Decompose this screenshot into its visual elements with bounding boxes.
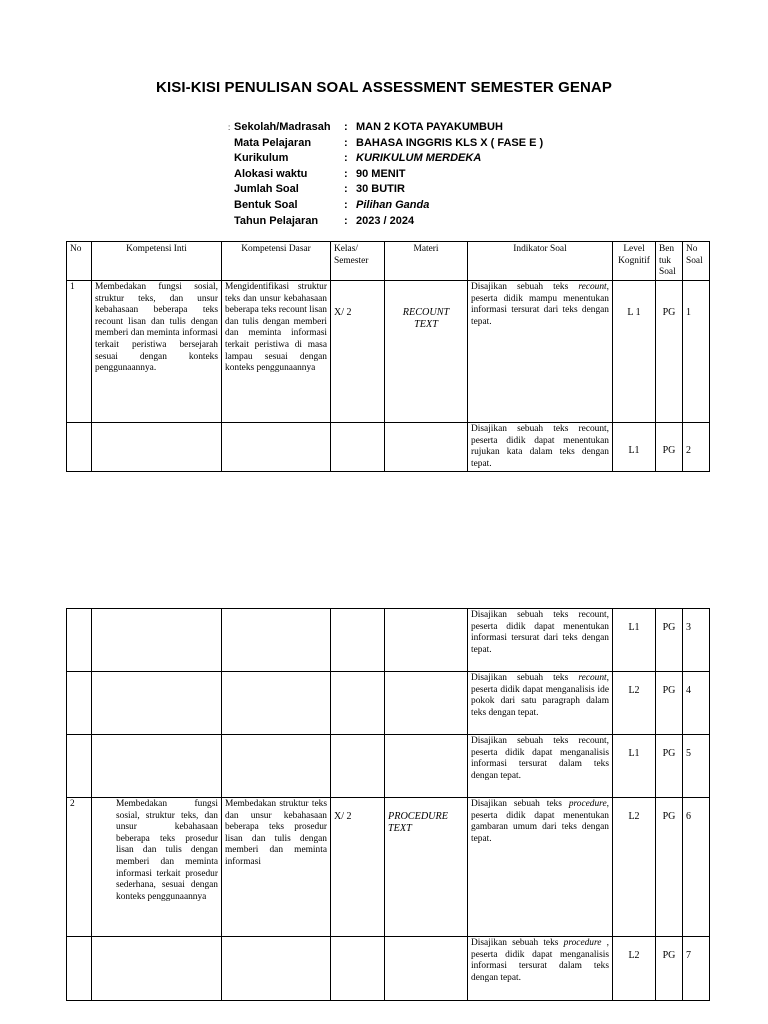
table-row [67,937,710,1001]
kompetensi-dasar-cell [222,423,331,472]
level-cell: L2 [613,798,656,937]
table-row [67,798,710,937]
info-colon: : [344,214,348,227]
info-label: Kurikulum [234,152,289,165]
nosoal-cell: 1 [683,281,710,423]
materi-cell [385,609,468,672]
document-title: KISI-KISI PENULISAN SOAL ASSESSMENT SEMESTER GENAP [156,79,612,96]
info-value: 2023 / 2024 [356,214,415,227]
indikator-cell [468,798,613,937]
header-materi: Materi [385,242,468,281]
header-nosoal-2: Soal [686,255,703,266]
header-bentuk-1: Ben [659,244,675,254]
info-row-alokasi [228,167,543,183]
header-bentuk-2: tuk [659,255,671,266]
info-row-sekolah [228,120,543,136]
kompetensi-inti-cell [92,423,222,472]
kelas-cell: X/ 2 [331,798,385,937]
table-row [67,281,710,423]
kompetensi-dasar-cell: Membedakan struktur teks dan unsur kebahasaan beberapa teks prosedur lisan dan tulis dengan memberi dan meminta informasi [222,798,331,937]
info-label: Bentuk Soal [234,198,298,211]
row-no: 2 [67,798,92,937]
indikator-cell: Disajikan sebuah teks recount, peserta didik dapat menentukan rujukan kata dalam teks dengan tepat. [468,423,613,472]
row-no [67,609,92,672]
level-cell: L2 [613,672,656,735]
info-value: Pilihan Ganda [356,198,430,211]
bentuk-cell: PG [656,609,683,672]
nosoal-cell: 5 [683,735,710,798]
info-label: Alokasi waktu [234,167,308,180]
info-row-kurikulum [228,151,543,167]
indikator-text-italic: recount [578,673,607,683]
info-colon: : [344,183,348,196]
materi-cell [385,937,468,1001]
info-value: 30 BUTIR [356,183,405,196]
info-colon: : [344,198,348,211]
header-kelas-semester [331,242,385,281]
indikator-text-italic: recount [578,282,607,292]
table-row [67,423,710,472]
info-label: Sekolah/Madrasah [234,121,331,133]
indikator-cell [468,937,613,1001]
info-colon: : [344,136,348,149]
materi-line-1: PROCEDURE [388,811,448,822]
indikator-text-italic: procedure [568,799,607,809]
level-cell: L1 [613,423,656,472]
header-kompetensi-dasar: Kompetensi Dasar [222,242,331,281]
kompetensi-dasar-cell [222,609,331,672]
header-kelas: Kelas/ [334,244,358,254]
kompetensi-inti-cell [92,735,222,798]
row-no [67,423,92,472]
materi-line-2: TEXT [388,823,412,834]
nosoal-cell: 2 [683,423,710,472]
nosoal-cell: 6 [683,798,710,937]
row-no [67,672,92,735]
info-row-jumlah [228,182,543,198]
indikator-cell: Disajikan sebuah teks recount, peserta didik dapat menganalisis informasi tersurat dalam teks dengan tepat. [468,735,613,798]
info-row-tahun [228,214,543,230]
info-label: Jumlah Soal [234,183,299,196]
indikator-text: , peserta didik dapat menganalisis informasi tersurat dalam teks dengan tepat. [471,938,609,983]
kompetensi-inti-cell: Membedakan fungsi sosial, struktur teks, dan unsur kebahasaan beberapa teks prosedur lisan dan tulis dengan memberi dan meminta informasi terkait prosedur sederhana, sesuai dengan konteks penggunaannya [92,798,222,937]
header-no: No [67,242,92,281]
info-value: MAN 2 KOTA PAYAKUMBUH [356,121,503,133]
kelas-cell [331,609,385,672]
bentuk-cell: PG [656,672,683,735]
kompetensi-dasar-cell [222,672,331,735]
table-row [67,672,710,735]
kompetensi-inti-cell [92,609,222,672]
kelas-cell [331,937,385,1001]
level-cell: L1 [613,609,656,672]
header-nosoal-1: No [686,244,698,254]
table-row [67,735,710,798]
info-label: Tahun Pelajaran [234,214,319,227]
kisi-kisi-table-page-1 [66,241,710,472]
level-cell: L1 [613,735,656,798]
bentuk-cell: PG [656,798,683,937]
kompetensi-inti-cell: Membedakan fungsi sosial, struktur teks, dan unsur kebahasaan beberapa teks recount lisan dan tulis dengan memberi dan meminta informasi terkait peristiwa bersejarah sesuai dengan konteks penggunaannya. [92,281,222,423]
row-no [67,937,92,1001]
level-cell: L2 [613,937,656,1001]
indikator-text: , peserta didik dapat menganalisis ide pokok dari satu paragraph dalam teks dengan tepat. [471,673,609,718]
indikator-text: Disajikan sebuah teks [471,799,569,809]
materi-line-1: RECOUNT [402,307,450,318]
info-label: Mata Pelajaran [234,136,312,149]
indikator-text: Disajikan sebuah teks [471,282,579,292]
header-semester: Semester [334,255,369,266]
info-lead-colon: : [228,123,231,132]
table-header-row [67,242,710,281]
bentuk-cell: PG [656,281,683,423]
bentuk-cell: PG [656,735,683,798]
materi-cell [385,281,468,423]
kelas-cell [331,735,385,798]
indikator-text: Disajikan sebuah teks [471,673,579,683]
header-level: Level [623,244,645,254]
kompetensi-inti-cell [92,937,222,1001]
header-indikator-soal: Indikator Soal [468,242,613,281]
level-cell: L 1 [613,281,656,423]
indikator-cell [468,672,613,735]
kelas-cell [331,672,385,735]
kompetensi-dasar-cell: Mengidentifikasi struktur teks dan unsur kebahasaan beberapa teks recount lisan dan tulis dengan memberi dan meminta informasi terkait peristiwa di masa lampau sesuai dengan konteks penggunaannya [222,281,331,423]
table-row [67,609,710,672]
indikator-cell [468,281,613,423]
info-colon: : [344,167,348,180]
info-colon: : [344,152,348,165]
info-colon: : [344,121,348,133]
bentuk-cell: PG [656,937,683,1001]
indikator-text: , peserta didik mampu menentukan informasi tersurat dari teks dengan tepat. [471,282,609,327]
header-kognitif: Kognitif [618,255,650,266]
materi-cell [385,798,468,937]
info-value: BAHASA INGGRIS KLS X ( FASE E ) [356,136,544,149]
row-no [67,735,92,798]
header-bentuk-soal [656,242,683,281]
indikator-text: , peserta didik dapat menentukan gambaran umum dari teks dengan tepat. [471,799,609,844]
kompetensi-dasar-cell [222,937,331,1001]
kompetensi-inti-cell [92,672,222,735]
row-no: 1 [67,281,92,423]
kelas-cell [331,423,385,472]
bentuk-cell: PG [656,423,683,472]
kompetensi-dasar-cell [222,735,331,798]
header-bentuk-3: Soal [659,267,676,278]
info-row-bentuk [228,198,543,214]
nosoal-cell: 3 [683,609,710,672]
nosoal-cell: 7 [683,937,710,1001]
document-info [228,120,543,229]
indikator-text-italic: procedure [563,938,602,948]
indikator-cell: Disajikan sebuah teks recount, peserta didik dapat menentukan informasi tersurat dari teks dengan tepat. [468,609,613,672]
header-kompetensi-inti: Kompetensi Inti [92,242,222,281]
header-no-soal [683,242,710,281]
info-row-mapel [228,136,543,152]
info-value: 90 MENIT [356,167,406,180]
header-level-kognitif [613,242,656,281]
info-value: KURIKULUM MERDEKA [356,152,482,165]
kelas-cell: X/ 2 [331,281,385,423]
materi-cell [385,735,468,798]
indikator-text: Disajikan sebuah teks [471,938,564,948]
kisi-kisi-table-page-2 [66,608,710,1001]
materi-cell [385,672,468,735]
materi-cell [385,423,468,472]
materi-line-2: TEXT [414,319,438,330]
nosoal-cell: 4 [683,672,710,735]
